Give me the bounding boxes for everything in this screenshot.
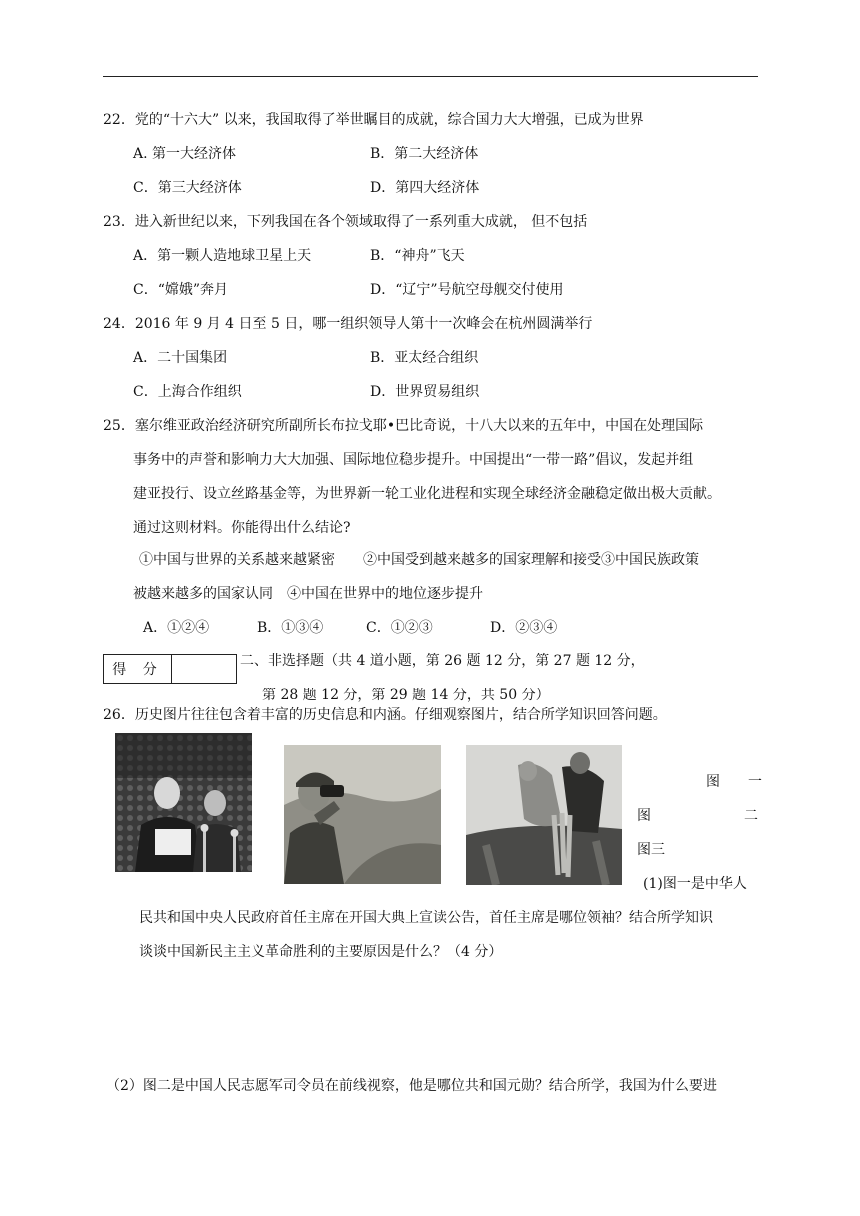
q22-option-b: B．第二大经济体 <box>370 146 479 162</box>
section-2-heading: 二、非选择题（共 4 道小题，第 26 题 12 分，第 27 题 12 分， <box>240 653 645 669</box>
q24-option-a: A．二十国集团 <box>133 350 228 366</box>
figure-2-photo <box>284 745 441 884</box>
q22-option-d: D．第四大经济体 <box>370 180 480 196</box>
figure-3-photo <box>466 745 622 885</box>
figure-2-label-part-2: 二 <box>744 808 758 824</box>
q26-sub1-line-3: 谈谈中国新民主主义革命胜利的主要原因是什么？（4 分） <box>139 944 503 960</box>
section-2-heading-line-2: 第 28 题 12 分，第 29 题 14 分，共 50 分） <box>262 688 550 703</box>
q25-option-c: C．①②③ <box>366 620 433 636</box>
q22-stem: 22．党的“十六大” 以来，我国取得了举世瞩目的成就，综合国力大大增强，已成为世界 <box>103 112 644 128</box>
q25-option-d: D．②③④ <box>490 620 558 636</box>
score-label: 得 分 <box>104 655 172 683</box>
q25-line-1: 25．塞尔维亚政治经济研究所副所长布拉戈耶•巴比奇说，十八大以来的五年中，中国在处理国际 <box>103 418 704 434</box>
score-blank <box>172 655 236 683</box>
q25-line-3: 建亚投行、设立丝路基金等，为世界新一轮工业化进程和实现全球经济金融稳定做出极大贡献。 <box>133 486 721 502</box>
q26-sub1-start: (1)图一是中华人 <box>643 876 747 892</box>
q25-option-a: A．①②④ <box>143 620 210 636</box>
header-rule <box>103 76 758 77</box>
figure-1-illustration <box>115 733 252 872</box>
q23-option-d: D．“辽宁”号航空母舰交付使用 <box>370 282 564 298</box>
q25-option-b: B．①③④ <box>257 620 324 636</box>
figure-1-photo <box>115 733 252 872</box>
q25-statements-line-2: 被越来越多的国家认同 ④中国在世界中的地位逐步提升 <box>133 586 483 602</box>
q26-stem: 26．历史图片往往包含着丰富的历史信息和内涵。仔细观察图片，结合所学知识回答问题。 <box>103 707 667 723</box>
figure-2-label-part-1: 图 <box>637 808 651 824</box>
q24-option-b: B．亚太经合组织 <box>370 350 479 366</box>
score-box <box>103 654 237 684</box>
q23-option-a: A．第一颗人造地球卫星上天 <box>133 248 312 264</box>
q25-statements-line-1: ①中国与世界的关系越来越紧密 ②中国受到越来越多的国家理解和接受③中国民族政策 <box>139 552 699 568</box>
q23-stem: 23．进入新世纪以来，下列我国在各个领域取得了一系列重大成就， 但不包括 <box>103 214 588 230</box>
q24-option-d: D．世界贸易组织 <box>370 384 480 400</box>
q25-line-4: 通过这则材料。你能得出什么结论? <box>133 520 351 536</box>
figure-2-illustration <box>284 745 441 884</box>
q26-sub1-line-2: 民共和国中央人民政府首任主席在开国大典上宣读公告，首任主席是哪位领袖？结合所学知识 <box>139 910 713 926</box>
q26-sub2: （2）图二是中国人民志愿军司令员在前线视察，他是哪位共和国元勋？结合所学，我国为什么要进 <box>106 1078 717 1094</box>
q24-stem: 24．2016 年 9 月 4 日至 5 日，哪一组织领导人第十一次峰会在杭州圆满举行 <box>103 316 593 332</box>
figure-3-illustration <box>466 745 622 885</box>
q23-option-c: C．“嫦娥”奔月 <box>133 282 229 298</box>
figure-3-label: 图三 <box>637 842 665 858</box>
q22-option-c: C．第三大经济体 <box>133 180 242 196</box>
q23-option-b: B．“神舟”飞天 <box>370 248 465 264</box>
q25-line-2: 事务中的声誉和影响力大大加强、国际地位稳步提升。中国提出“一带一路”倡议，发起并组 <box>133 452 694 468</box>
q24-option-c: C．上海合作组织 <box>133 384 242 400</box>
figure-1-label: 图 一 <box>706 774 762 790</box>
section-2-heading-clipped <box>262 688 552 704</box>
q22-option-a: A. 第一大经济体 <box>133 146 237 162</box>
